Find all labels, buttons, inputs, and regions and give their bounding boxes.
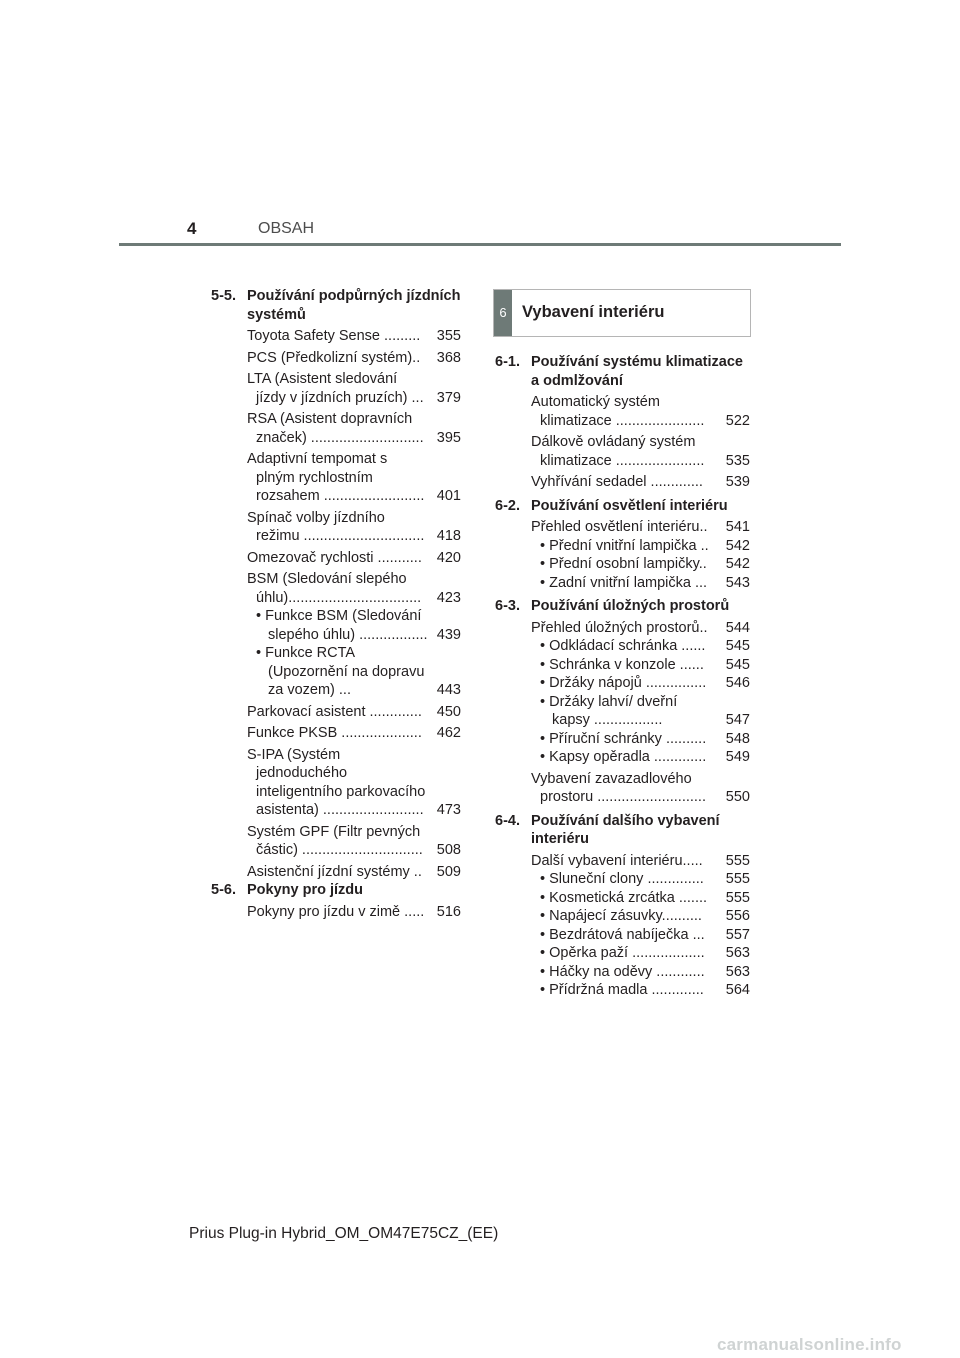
toc-entry[interactable] xyxy=(247,570,461,607)
toc-entry-text: Parkovací asistent ............. xyxy=(247,703,422,720)
toc-section-title: Používání úložných prostorů xyxy=(531,598,730,614)
toc-entry-page: 564 xyxy=(725,982,750,998)
toc-entry[interactable] xyxy=(531,619,750,638)
toc-entry-page: 549 xyxy=(725,749,750,765)
toc-entry-text: • Funkce BSM (Sledování slepého úhlu) ................. xyxy=(256,608,428,643)
toc-entry-text: Vybavení zavazadlového prostoru ........................... xyxy=(531,770,706,805)
toc-entry-text: • Napájecí zásuvky.......... xyxy=(540,908,702,924)
header-title: OBSAH xyxy=(258,220,315,237)
toc-entry[interactable] xyxy=(247,410,461,447)
toc-entry-page: 543 xyxy=(725,574,750,591)
toc-entry-text: Vyhřívání sedadel ............. xyxy=(531,474,703,490)
watermark: carmanualsonline.info xyxy=(717,1335,902,1354)
toc-entry-text: Omezovač rychlosti ........... xyxy=(247,549,422,566)
toc-entry-text: Adaptivní tempomat s plným rychlostním rozsahem ......................... xyxy=(247,451,425,504)
toc-entry[interactable] xyxy=(247,349,461,368)
toc-entry-page: 423 xyxy=(436,589,461,606)
toc-section-heading[interactable] xyxy=(495,353,750,390)
toc-entry-page: 401 xyxy=(436,488,461,504)
toc-entry-page: 544 xyxy=(725,619,750,636)
toc-entry-text: Dálkově ovládaný systém klimatizace ...................... xyxy=(531,434,705,469)
toc-entry-text: • Sluneční clony .............. xyxy=(540,871,704,887)
toc-entry-text: PCS (Předkolizní systém).. xyxy=(247,349,421,366)
toc-entry-text: • Příruční schránky .......... xyxy=(540,730,707,747)
toc-entry-page: 450 xyxy=(436,703,461,720)
toc-entry-page: 542 xyxy=(725,537,750,554)
toc-entry-text: • Bezdrátová nabíječka ... xyxy=(540,926,705,943)
toc-entry-page: 555 xyxy=(725,871,750,887)
toc-sub-entry[interactable] xyxy=(540,674,750,693)
toc-entry-text: • Opěrka paží .................. xyxy=(540,945,705,961)
toc-entry[interactable] xyxy=(247,370,461,407)
toc-entry-page: 508 xyxy=(436,842,461,858)
chapter-tab-number: 6 xyxy=(494,290,512,336)
toc-entry-page: 547 xyxy=(725,712,750,728)
toc-entry-text: Pokyny pro jízdu v zimě ..... xyxy=(247,903,425,920)
toc-entry-text: • Odkládací schránka ...... xyxy=(540,638,706,654)
toc-entry-page: 548 xyxy=(725,730,750,747)
toc-left-column xyxy=(211,287,461,921)
toc-entry-text: • Zadní vnitřní lampička ... xyxy=(540,574,708,591)
toc-entry[interactable] xyxy=(247,724,461,743)
footer-model-code: Prius Plug-in Hybrid_OM_OM47E75CZ_(EE) xyxy=(189,1225,499,1242)
toc-entry-page: 563 xyxy=(725,963,750,980)
toc-entry[interactable] xyxy=(531,770,750,807)
toc-entry-page: 355 xyxy=(436,328,461,344)
toc-entry[interactable] xyxy=(247,327,461,346)
toc-entry-text: S-IPA (Systém jednoduchého inteligentního parkovacího asistenta) ......................... xyxy=(247,746,426,818)
toc-entry-page: 395 xyxy=(436,429,461,446)
toc-entry-text: Další vybavení interiéru..... xyxy=(531,852,703,869)
chapter-tab-title: Vybavení interiéru xyxy=(522,303,665,321)
toc-right-column xyxy=(495,353,750,1000)
toc-entry-page: 545 xyxy=(725,638,750,654)
toc-entry-text: • Funkce RCTA (Upozornění na dopravu za vozem) ... xyxy=(256,645,425,698)
toc-section-number: 5-5. xyxy=(211,288,236,304)
toc-entry-text: Toyota Safety Sense ......... xyxy=(247,328,421,344)
toc-entry-text: Spínač volby jízdního režimu .............................. xyxy=(247,509,425,544)
toc-section-number: 6-3. xyxy=(495,598,520,614)
toc-entry[interactable] xyxy=(247,903,461,922)
header-rule xyxy=(119,243,841,246)
toc-entry-text: • Háčky na oděvy ............ xyxy=(540,963,705,980)
toc-entry[interactable] xyxy=(531,518,750,537)
toc-sub-entry[interactable] xyxy=(540,981,750,1000)
toc-entry[interactable] xyxy=(247,823,461,860)
toc-entry-page: 516 xyxy=(436,903,461,920)
toc-sub-entry[interactable] xyxy=(540,889,750,908)
toc-entry-page: 556 xyxy=(725,908,750,924)
toc-entry-page: 439 xyxy=(436,626,461,643)
toc-entry-text: • Držáky nápojů ............... xyxy=(540,675,707,691)
chapter-tab[interactable] xyxy=(493,289,751,337)
toc-section-title: Používání podpůrných jízdních systémů xyxy=(247,288,461,323)
toc-entry-text: RSA (Asistent dopravních značek) ............................ xyxy=(247,411,424,446)
toc-section-number: 6-1. xyxy=(495,354,520,370)
toc-section-number: 6-2. xyxy=(495,497,520,514)
toc-entry-text: LTA (Asistent sledování jízdy v jízdních pruzích) ... xyxy=(247,371,424,406)
toc-entry-page: 545 xyxy=(725,656,750,673)
toc-entry-page: 555 xyxy=(725,889,750,906)
toc-section-title: Používání dalšího vybavení interiéru xyxy=(531,812,720,847)
toc-entry[interactable] xyxy=(531,433,750,470)
toc-section-heading[interactable] xyxy=(211,881,461,900)
toc-sub-entry[interactable] xyxy=(540,926,750,945)
toc-entry-text: • Kapsy opěradla ............. xyxy=(540,749,707,765)
toc-entry-text: Asistenční jízdní systémy .. xyxy=(247,863,422,880)
toc-entry-page: 542 xyxy=(725,556,750,572)
page-number: 4 xyxy=(187,219,197,238)
toc-entry-page: 368 xyxy=(436,349,461,366)
toc-entry-page: 546 xyxy=(725,675,750,691)
toc-entry-text: • Přední vnitřní lampička .. xyxy=(540,537,709,554)
toc-entry[interactable] xyxy=(247,746,461,820)
toc-entry-text: • Držáky lahví/ dveřní kapsy ................. xyxy=(540,693,678,728)
toc-entry-text: • Schránka v konzole ...... xyxy=(540,656,704,673)
toc-entry[interactable] xyxy=(247,450,461,506)
toc-entry-text: BSM (Sledování slepého úhlu)................................. xyxy=(247,571,422,606)
toc-sub-entry[interactable] xyxy=(256,644,461,700)
toc-section-heading[interactable] xyxy=(495,597,750,616)
toc-entry-page: 522 xyxy=(725,412,750,429)
toc-sub-entry[interactable] xyxy=(540,870,750,889)
toc-entry[interactable] xyxy=(247,703,461,722)
toc-sub-entry[interactable] xyxy=(540,574,750,593)
toc-sub-entry[interactable] xyxy=(540,656,750,675)
toc-entry-page: 473 xyxy=(436,802,461,818)
toc-entry-page: 550 xyxy=(725,789,750,805)
toc-sub-entry[interactable] xyxy=(540,963,750,982)
toc-sub-entry[interactable] xyxy=(256,607,461,644)
toc-entry-page: 443 xyxy=(436,682,461,698)
toc-sub-entry[interactable] xyxy=(540,748,750,767)
toc-sub-entry[interactable] xyxy=(540,944,750,963)
toc-entry-page: 555 xyxy=(725,852,750,869)
toc-sub-entry[interactable] xyxy=(540,693,750,730)
toc-sub-entry[interactable] xyxy=(540,637,750,656)
toc-sub-entry[interactable] xyxy=(540,730,750,749)
toc-entry[interactable] xyxy=(247,549,461,568)
toc-entry[interactable] xyxy=(531,393,750,430)
toc-entry-text: • Přední osobní lampičky.. xyxy=(540,556,707,572)
toc-sub-entry[interactable] xyxy=(540,537,750,556)
toc-entry-text: Přehled osvětlení interiéru.. xyxy=(531,519,708,535)
toc-entry[interactable] xyxy=(531,473,750,492)
toc-entry-text: Automatický systém klimatizace ...................... xyxy=(531,394,705,429)
toc-entry-text: • Přídržná madla ............. xyxy=(540,982,704,998)
toc-entry-page: 563 xyxy=(725,945,750,961)
toc-entry[interactable] xyxy=(247,509,461,546)
toc-sub-entry[interactable] xyxy=(540,555,750,574)
toc-section-number: 6-4. xyxy=(495,812,520,829)
toc-section-title: Pokyny pro jízdu xyxy=(247,882,364,898)
toc-sub-entry[interactable] xyxy=(540,907,750,926)
toc-entry-page: 420 xyxy=(436,549,461,566)
toc-entry-page: 539 xyxy=(725,474,750,490)
toc-entry[interactable] xyxy=(531,852,750,871)
toc-section-heading[interactable] xyxy=(495,812,750,849)
toc-entry-page: 418 xyxy=(436,528,461,544)
toc-entry-page: 541 xyxy=(725,519,750,535)
toc-entry-text: Funkce PKSB .................... xyxy=(247,725,422,741)
toc-section-title: Používání systému klimatizace a odmlžování xyxy=(531,354,743,389)
toc-entry-text: Systém GPF (Filtr pevných částic) .............................. xyxy=(247,823,423,858)
toc-entry-page: 379 xyxy=(436,389,461,406)
toc-section-number: 5-6. xyxy=(211,882,236,898)
toc-entry-text: • Kosmetická zrcátka ....... xyxy=(540,889,708,906)
toc-entry[interactable] xyxy=(247,863,461,882)
toc-entry-text: Přehled úložných prostorů.. xyxy=(531,619,708,636)
toc-entry-page: 535 xyxy=(725,452,750,469)
toc-section-title: Používání osvětlení interiéru xyxy=(531,497,728,514)
toc-entry-page: 509 xyxy=(436,863,461,880)
toc-section-heading[interactable] xyxy=(211,287,461,324)
toc-entry-page: 557 xyxy=(725,926,750,943)
toc-entry-page: 462 xyxy=(436,725,461,741)
toc-section-heading[interactable] xyxy=(495,497,750,516)
